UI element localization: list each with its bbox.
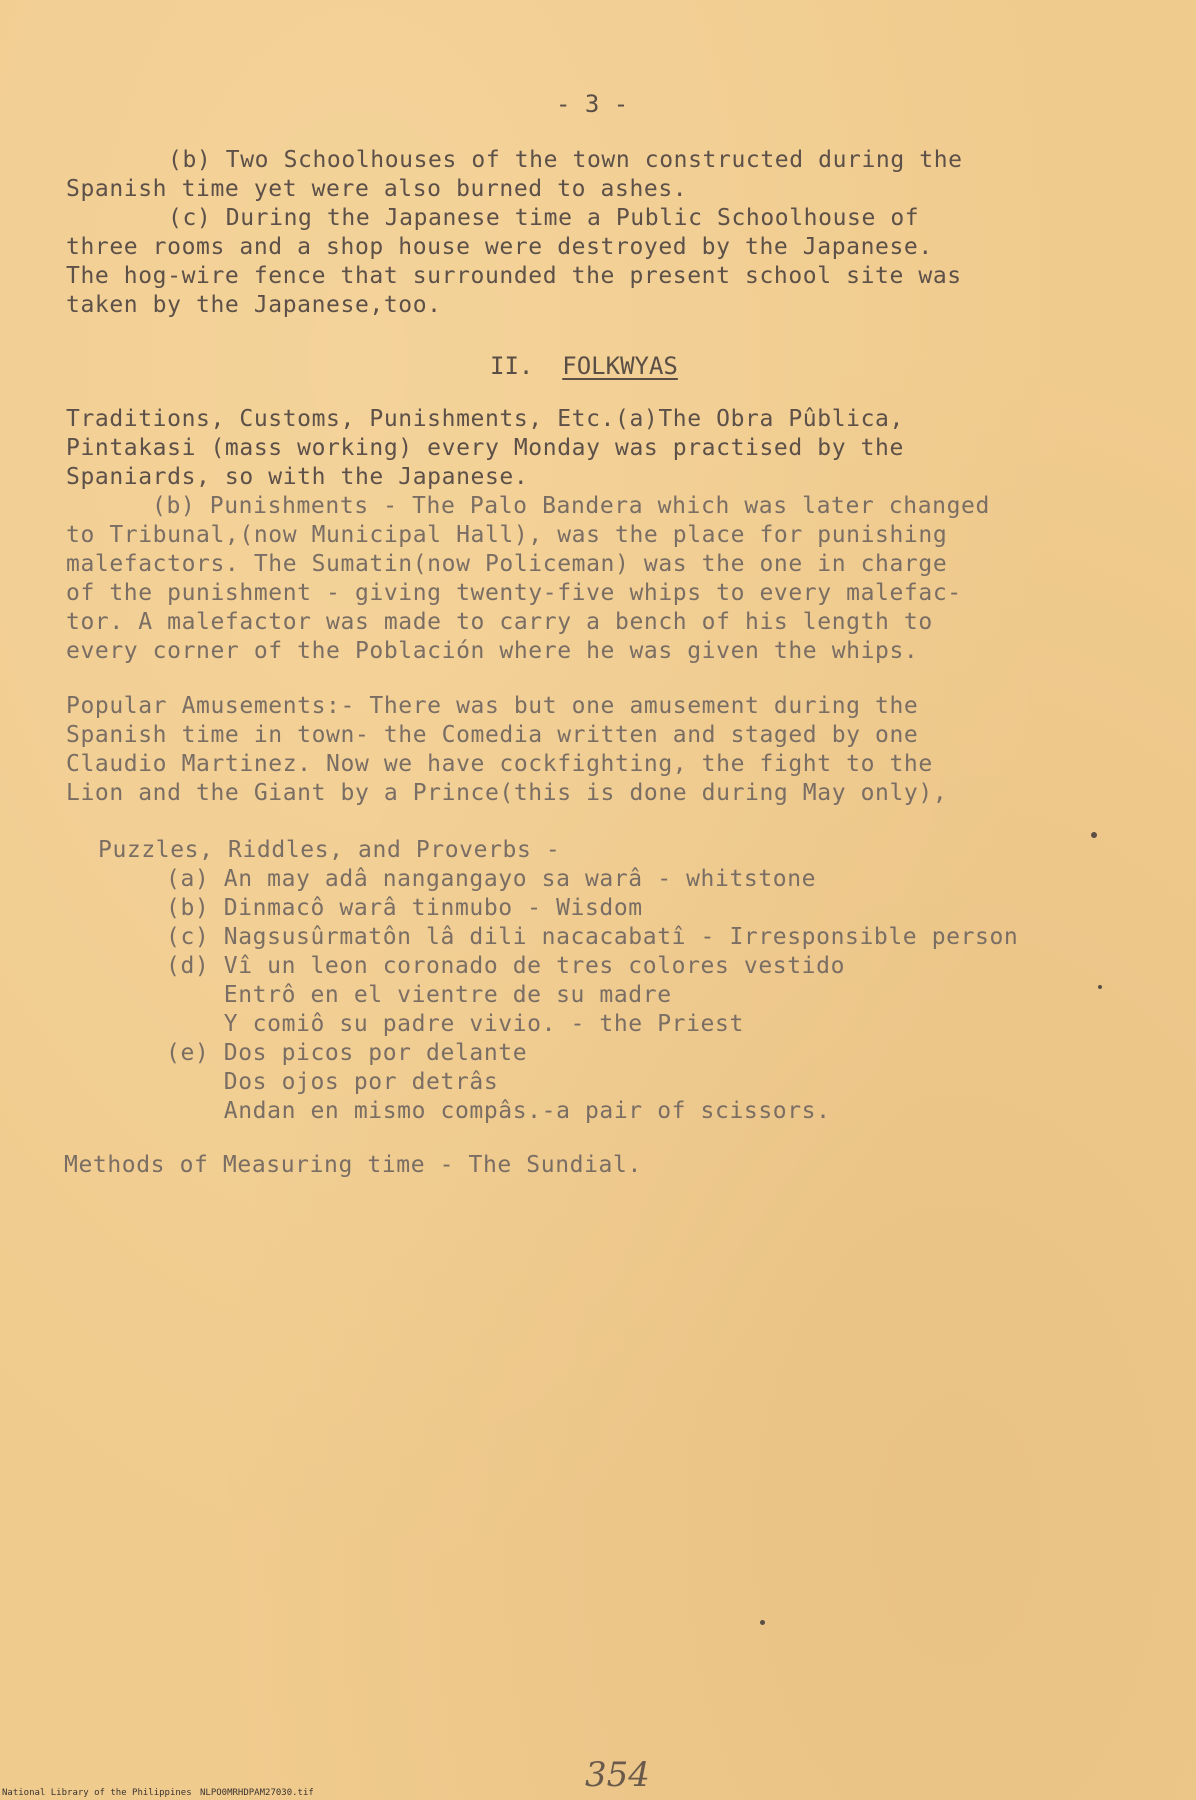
puzzle-item: Dos ojos por detrâs [166,1069,499,1095]
ink-dot [760,1620,765,1625]
text-line: Spaniards, so with the Japanese. [66,464,529,490]
footer-library: National Library of the Philippines [2,1788,192,1798]
text-line: Lion and the Giant by a Prince(this is done during May only), [66,780,948,806]
puzzles-intro: Puzzles, Riddles, and Proverbs - [98,837,561,863]
text-line: Popular Amusements:- There was but one amusement during the [66,693,919,719]
puzzle-item: Y comiô su padre vivio. - the Priest [166,1011,744,1037]
section-heading [490,352,678,380]
text-line: Spanish time yet were also burned to ashes. [66,176,688,202]
text-line: (b) Punishments - The Palo Bandera which was later changed [152,493,990,519]
text-line: Pintakasi (mass working) every Monday was practised by the [66,435,904,461]
text-line: Traditions, Customs, Punishments, Etc.(a)The Obra Pûblica, [66,406,904,432]
text-line: tor. A malefactor was made to carry a bench of his length to [66,609,933,635]
puzzle-item: (e) Dos picos por delante [166,1040,528,1066]
ink-dot [1098,985,1102,989]
text-line: every corner of the Población where he was given the whips. [66,638,919,664]
heading-title: FOLKWYAS [562,352,678,380]
text-line: The hog-wire fence that surrounded the present school site was [66,263,962,289]
puzzle-item: (c) Nagsusûrmatôn lâ dili nacacabatî - Irresponsible person [166,924,1019,950]
text-line: taken by the Japanese,too. [66,292,442,318]
puzzle-item: (a) An may adâ nangangayo sa warâ - whitstone [166,866,817,892]
text-line: (c) During the Japanese time a Public Schoolhouse of [168,205,920,231]
puzzle-item: (b) Dinmacô warâ tinmubo - Wisdom [166,895,643,921]
puzzle-item: Andan en mismo compâs.-a pair of scissors. [166,1098,831,1124]
text-line: Methods of Measuring time - The Sundial. [64,1152,642,1178]
text-line: malefactors. The Sumatin(now Policeman) was the one in charge [66,551,948,577]
heading-numeral: II. [490,352,534,380]
page-number: - 3 - [556,90,629,118]
handwritten-page-number: 354 [585,1755,650,1795]
text-line: three rooms and a shop house were destroyed by the Japanese. [66,234,933,260]
ink-dot [1091,832,1097,838]
text-line: to Tribunal,(now Municipal Hall), was the place for punishing [66,522,948,548]
text-line: (b) Two Schoolhouses of the town constructed during the [168,147,963,173]
text-line: Spanish time in town- the Comedia written and staged by one [66,722,919,748]
footer-filename: NLPO0MRHDPAM27030.tif [200,1788,314,1798]
text-line: of the punishment - giving twenty-five whips to every malefac- [66,580,962,606]
text-line: Claudio Martinez. Now we have cockfighting, the fight to the [66,751,933,777]
puzzle-item: Entrô en el vientre de su madre [166,982,672,1008]
puzzle-item: (d) Vî un leon coronado de tres colores vestido [166,953,846,979]
